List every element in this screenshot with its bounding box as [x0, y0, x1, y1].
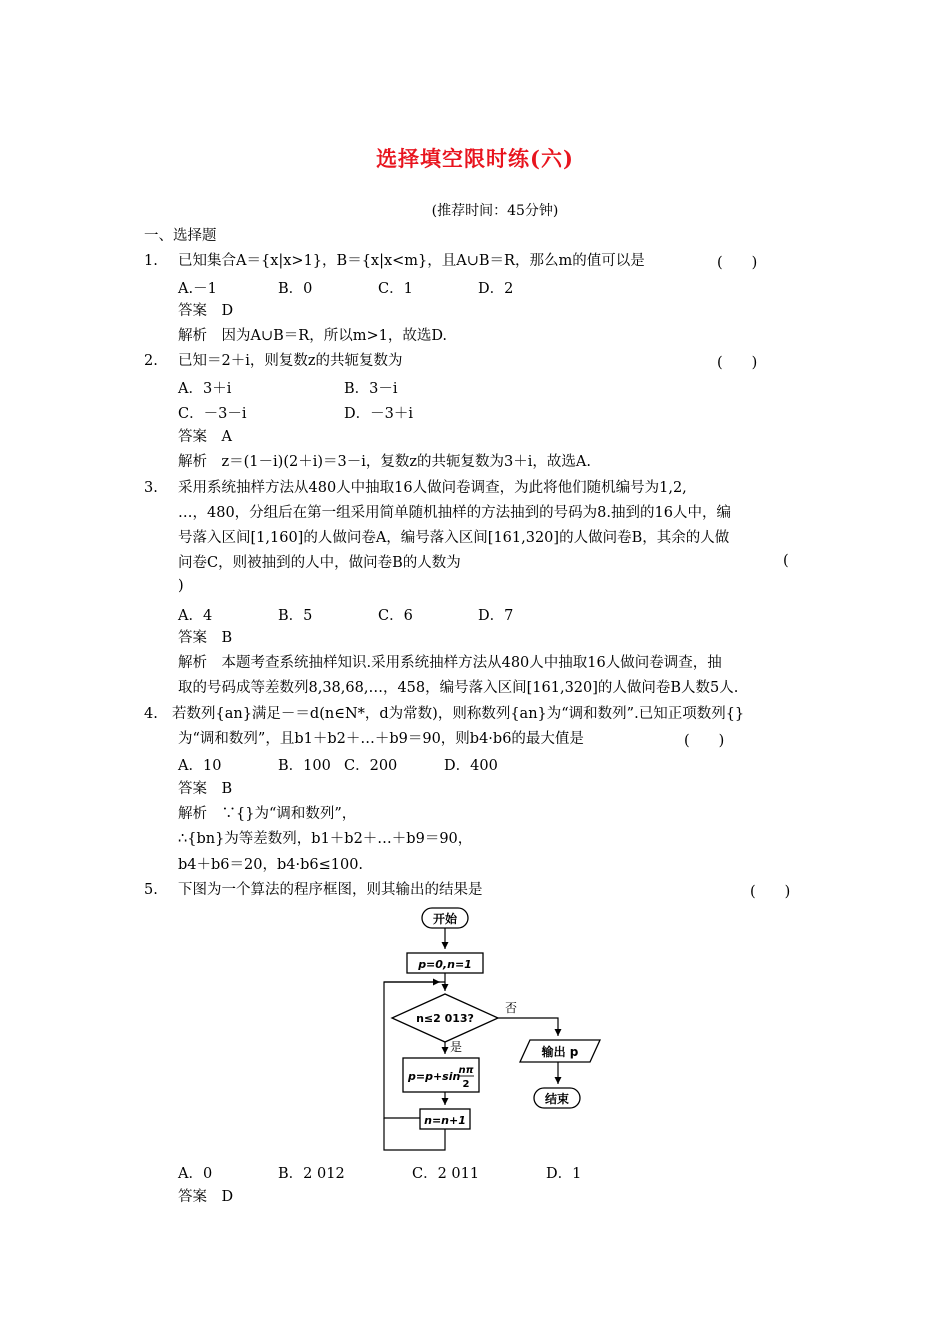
q3-line: …，480，分组后在第一组采用简单随机抽样的方法抽到的号码为8.抽到的16人中，编: [178, 505, 731, 521]
q4-analysis-line: ∴{bn}为等差数列，b1＋b2＋…＋b9＝90，: [178, 831, 473, 847]
page-title: 选择填空限时练(六): [376, 146, 574, 171]
q5-option-a: A．0: [178, 1166, 213, 1182]
q4-answer-blank: ( ): [684, 733, 725, 749]
q4-analysis-line: b4＋b6＝20，b4·b6≤100.: [178, 857, 364, 873]
q2-answer-blank: ( ): [717, 355, 758, 371]
q3-option-b: B．5: [278, 608, 313, 624]
q2-option-c: C．－3－i: [178, 406, 247, 422]
q3-line: 采用系统抽样方法从480人中抽取16人做问卷调查，为此将他们随机编号为1,2,: [178, 480, 687, 496]
flow-init-label: p=0,n=1: [418, 958, 472, 971]
q1-option-d: D．2: [478, 281, 514, 297]
q1-answer: 答案 D: [178, 303, 234, 319]
q4-option-c: C．200: [344, 758, 398, 774]
algorithm-flowchart: [370, 900, 620, 1160]
q1-number: 1.: [144, 253, 158, 269]
flow-output-label: 输出 p: [541, 1045, 579, 1059]
flow-increment-label: n=n+1: [424, 1114, 466, 1127]
q3-option-a: A．4: [178, 608, 213, 624]
q4-number: 4.: [144, 706, 158, 722]
flow-yes-label: 是: [450, 1040, 463, 1054]
q4-line: 若数列{an}满足－＝d(n∈N*，d为常数)，则称数列{an}为“调和数列”.已知正项数列{}: [172, 706, 745, 722]
q2-option-d: D．－3＋i: [344, 406, 413, 422]
q3-line: 号落入区间[1,160]的人做问卷A，编号落入区间[161,320]的人做问卷B，其余的人做: [178, 530, 730, 546]
section-heading: 一、选择题: [144, 228, 217, 244]
flow-end-label: 结束: [544, 1092, 570, 1106]
q3-number: 3.: [144, 480, 158, 496]
q2-number: 2.: [144, 353, 158, 369]
q3-option-c: C．6: [378, 608, 413, 624]
q2-analysis: 解析 z＝(1－i)(2＋i)＝3－i，复数z的共轭复数为3＋i，故选A.: [178, 454, 591, 470]
flow-step-frac-den: 2: [462, 1079, 470, 1090]
q1-text: 已知集合A＝{x|x>1}，B＝{x|x<m}，且A∪B＝R，那么m的值可以是: [178, 253, 645, 269]
q3-analysis-line: 解析 本题考查系统抽样知识.采用系统抽样方法从480人中抽取16人做问卷调查，抽: [178, 655, 722, 671]
q4-line: 为“调和数列”，且b1＋b2＋…＋b9＝90，则b4·b6的最大值是: [178, 731, 584, 747]
q5-answer-blank: ( ): [750, 884, 791, 900]
q4-analysis-line: 解析 ∵{}为“调和数列”，: [178, 806, 357, 822]
flow-no-label: 否: [505, 1001, 518, 1015]
flow-start-label: 开始: [432, 912, 458, 926]
q3-option-d: D．7: [478, 608, 514, 624]
q1-analysis: 解析 因为A∪B＝R，所以m>1，故选D.: [178, 328, 448, 344]
q3-answer: 答案 B: [178, 630, 233, 646]
q4-option-b: B．100: [278, 758, 331, 774]
q4-answer: 答案 B: [178, 781, 233, 797]
q5-number: 5.: [144, 882, 158, 898]
q5-text: 下图为一个算法的程序框图，则其输出的结果是: [178, 882, 483, 898]
q1-option-b: B．0: [278, 281, 313, 297]
q3-line: 问卷C，则被抽到的人中，做问卷B的人数为: [178, 555, 461, 571]
q3-paren-open: (: [783, 553, 789, 569]
q4-option-a: A．10: [178, 758, 222, 774]
q2-text: 已知＝2＋i，则复数z的共轭复数为: [178, 353, 403, 369]
flow-step-label: p=p+sin: [408, 1070, 461, 1083]
q5-option-d: D．1: [546, 1166, 582, 1182]
q1-answer-blank: ( ): [717, 255, 758, 271]
q1-option-c: C．1: [378, 281, 413, 297]
q3-paren-close: ): [178, 578, 184, 594]
q5-option-b: B．2 012: [278, 1166, 345, 1182]
q5-answer: 答案 D: [178, 1189, 234, 1205]
recommended-time: (推荐时间：45分钟): [431, 203, 559, 219]
q4-option-d: D．400: [444, 758, 498, 774]
q2-option-b: B．3－i: [344, 381, 398, 397]
flow-step-frac-num: nπ: [458, 1065, 474, 1076]
q2-answer: 答案 A: [178, 429, 232, 445]
q5-option-c: C．2 011: [412, 1166, 480, 1182]
q2-option-a: A．3＋i: [178, 381, 232, 397]
flow-decision-label: n≤2 013?: [416, 1012, 474, 1025]
q1-option-a: A.－1: [178, 281, 217, 297]
q3-analysis-line: 取的号码成等差数列8,38,68,…，458，编号落入区间[161,320]的人做问卷B人数5人.: [178, 680, 739, 696]
